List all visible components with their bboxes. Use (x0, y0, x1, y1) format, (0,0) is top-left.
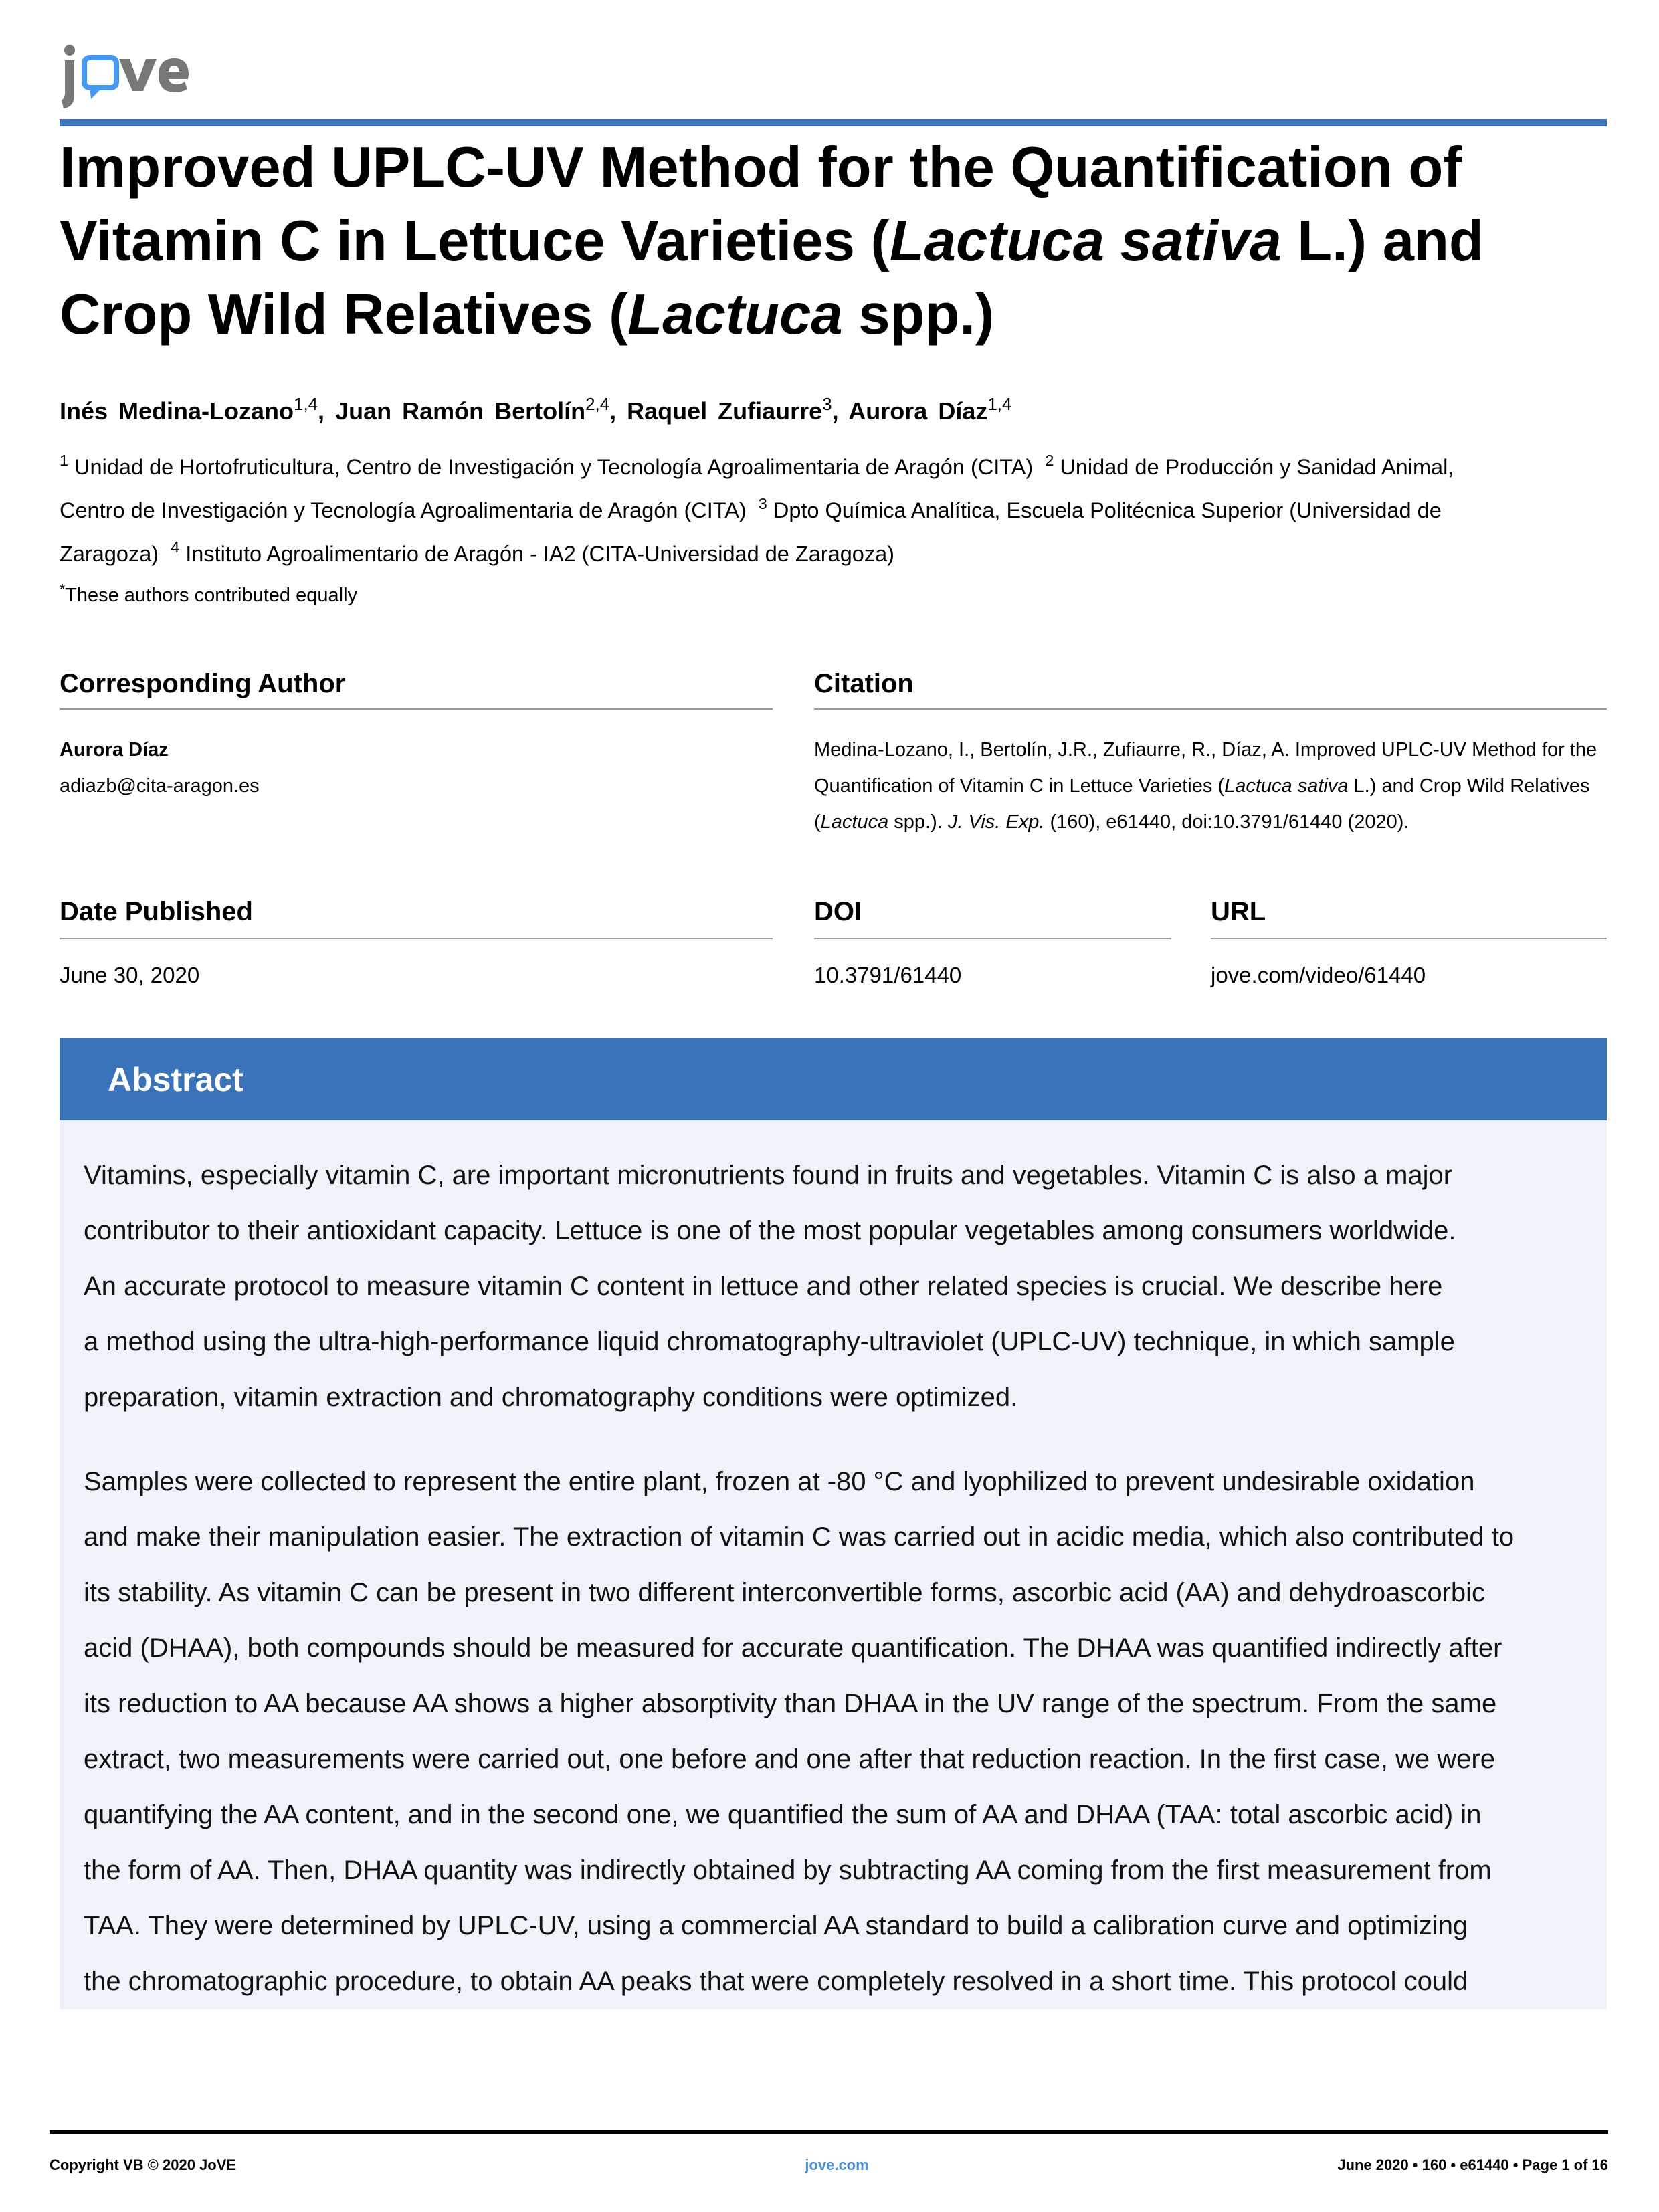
affiliation: Unidad de Producción y Sanidad Animal, (1060, 455, 1454, 479)
citation-text (814, 732, 1597, 840)
author: Inés Medina-Lozano (60, 397, 294, 425)
divider (60, 938, 773, 939)
title-species: Lactuca sativa (889, 209, 1282, 273)
date-published-value: June 30, 2020 (60, 963, 200, 987)
citation-line (814, 768, 1597, 804)
doi-value[interactable]: 10.3791/61440 (814, 963, 962, 987)
text-line: preparation, vitamin extraction and chromatography conditions were optimized. (84, 1383, 1018, 1412)
affiliation: Zaragoza) (60, 542, 159, 566)
text-line: contributor to their antioxidant capacity. Lettuce is one of the most popular vegetables among consumers worldwide. (84, 1216, 1456, 1245)
footer-link[interactable]: jove.com (805, 2156, 869, 2173)
citation-species: Lactuca sativa (1224, 775, 1349, 797)
affiliation: Unidad de Hortofruticultura, Centro de Investigación y Tecnología Agroalimentaria de Aragón (CITA) (74, 455, 1034, 479)
citation-heading: Citation (814, 669, 914, 698)
citation-part: (160), e61440, doi:10.3791/61440 (2020). (1044, 811, 1409, 833)
date-published-heading: Date Published (60, 897, 253, 926)
article-title (60, 131, 1607, 352)
divider (60, 708, 773, 710)
citation-part: Quantification of Vitamin C in Lettuce Varieties ( (814, 775, 1225, 797)
title-line: Improved UPLC-UV Method for the Quantification of (60, 136, 1462, 199)
abstract-body (60, 1120, 1607, 2009)
affiliation: Centro de Investigación y Tecnología Agroalimentaria de Aragón (CITA) (60, 498, 747, 522)
author-affiliation-mark: 1,4 (987, 395, 1012, 414)
affiliation-number: 4 (171, 538, 180, 557)
text-line: and make their manipulation easier. The extraction of vitamin C was carried out in acidic media, which also contributed to (84, 1522, 1515, 1552)
citation-line: Medina-Lozano, I., Bertolín, J.R., Zufiaurre, R., Díaz, A. Improved UPLC-UV Method for the (814, 739, 1597, 761)
footer-rule (50, 2130, 1608, 2134)
affiliations (60, 445, 1454, 576)
citation-part: spp.). (888, 811, 948, 833)
text-line: quantifying the AA content, and in the second one, we quantified the sum of AA and DHAA (TAA: total ascorbic acid) in (84, 1800, 1482, 1829)
note-text: These authors contributed equally (65, 585, 358, 606)
affiliation-number: 3 (758, 495, 767, 513)
asterisk: * (60, 581, 66, 597)
title-genus: Lactuca (627, 283, 843, 346)
jove-logo[interactable] (54, 37, 214, 117)
affiliation: Dpto Química Analítica, Escuela Politécnica Superior (Universidad de (773, 498, 1442, 522)
doi-heading: DOI (814, 897, 862, 926)
affiliation-number: 1 (60, 451, 69, 470)
text-line: Samples were collected to represent the entire plant, frozen at -80 °C and lyophilized to prevent undesirable oxidation (84, 1467, 1475, 1496)
footer-copyright: Copyright VB © 2020 JoVE (50, 2156, 237, 2173)
text-line: its stability. As vitamin C can be present in two different interconvertible forms, ascorbic acid (AA) and dehydroascorbic (84, 1578, 1486, 1607)
text-line: the chromatographic procedure, to obtain AA peaks that were completely resolved in a short time. This protocol could (84, 1967, 1468, 1996)
divider (814, 708, 1607, 710)
author-affiliation-mark: 3 (822, 395, 832, 414)
author-affiliation-mark: 1,4 (294, 395, 318, 414)
corresponding-author-name: Aurora Díaz (60, 739, 169, 761)
corresponding-author-email[interactable]: adiazb@cita-aragon.es (60, 775, 260, 797)
footer-page-info: June 2020 • 160 • e61440 • Page 1 of 16 (1337, 2156, 1608, 2173)
citation-genus: Lactuca (820, 811, 889, 833)
divider (814, 938, 1171, 939)
title-line: Vitamin C in Lettuce Varieties ( (60, 209, 890, 273)
title-line: Crop Wild Relatives ( (60, 283, 628, 346)
author-list: Inés Medina-Lozano$^{1,4}$, Juan Ramón Bertolín$^{2,4}$, Raquel Zufiaurre$^3$, Aurora Díaz$^{1,4}$ (60, 395, 1012, 425)
author: Aurora Díaz (848, 397, 988, 425)
text-line: extract, two measurements were carried out, one before and one after that reduction reaction. In the first case, we were (84, 1744, 1495, 1774)
text-line: its reduction to AA because AA shows a higher absorptivity than DHAA in the UV range of the spectrum. From the same (84, 1689, 1497, 1718)
text-line: acid (DHAA), both compounds should be measured for accurate quantification. The DHAA was quantified indirectly after (84, 1633, 1502, 1663)
divider (1211, 938, 1607, 939)
text-line: a method using the ultra-high-performance liquid chromatography-ultraviolet (UPLC-UV) technique, in which sample (84, 1327, 1455, 1356)
text-line: Vitamins, especially vitamin C, are important micronutrients found in fruits and vegetables. Vitamin C is also a major (84, 1161, 1453, 1190)
equal-contribution-note (60, 582, 357, 609)
author-affiliation-mark: 2,4 (585, 395, 610, 414)
affiliation-number: 2 (1045, 451, 1054, 470)
header-rule (60, 119, 1607, 126)
affiliation: Instituto Agroalimentario de Aragón - IA2 (CITA-Universidad de Zaragoza) (185, 542, 895, 566)
abstract-header (60, 1038, 1607, 1120)
citation-line (814, 804, 1597, 840)
title-line: spp.) (842, 283, 995, 346)
citation-part: ( (814, 811, 821, 833)
abstract-paragraph-2 (84, 1454, 1514, 2009)
abstract-heading: Abstract (108, 1061, 243, 1098)
author: Juan Ramón Bertolín (335, 397, 586, 425)
corresponding-author-heading: Corresponding Author (60, 669, 346, 698)
citation-part: L.) and Crop Wild Relatives (1348, 775, 1590, 797)
url-heading: URL (1211, 897, 1266, 926)
author: Raquel Zufiaurre (627, 397, 823, 425)
text-line: An accurate protocol to measure vitamin C content in lettuce and other related species is crucial. We describe here (84, 1272, 1443, 1301)
text-line: the form of AA. Then, DHAA quantity was indirectly obtained by subtracting AA coming from the first measurement from (84, 1855, 1492, 1885)
url-value[interactable]: jove.com/video/61440 (1211, 963, 1426, 987)
title-line: L.) and (1281, 209, 1484, 273)
citation-journal: J. Vis. Exp. (947, 811, 1045, 833)
abstract-paragraph-1 (84, 1148, 1456, 1425)
text-line: TAA. They were determined by UPLC-UV, using a commercial AA standard to build a calibration curve and optimizing (84, 1911, 1468, 1940)
